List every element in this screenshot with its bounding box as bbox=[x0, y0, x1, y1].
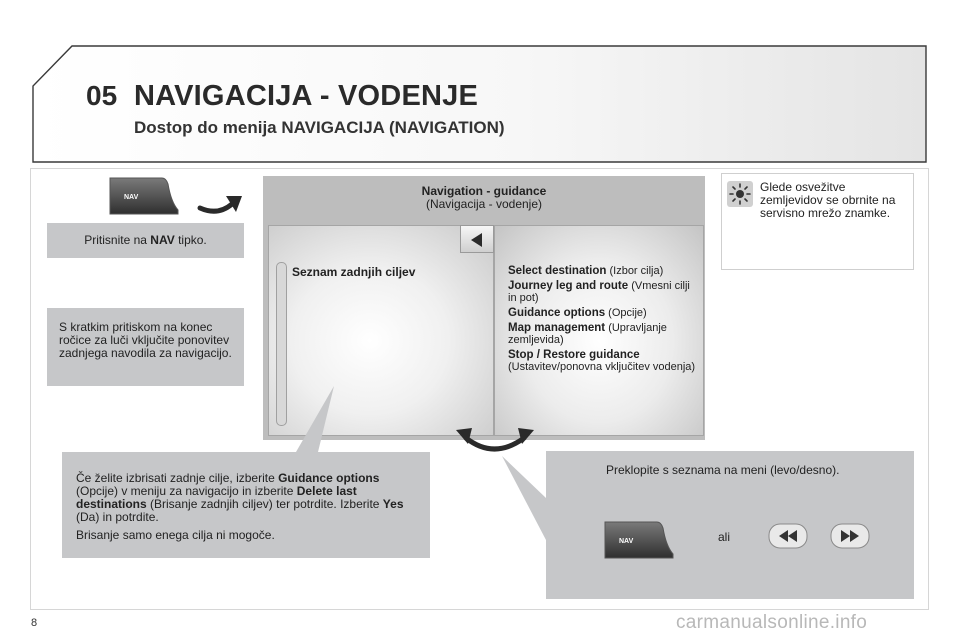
nav-button-icon bbox=[108, 176, 180, 216]
menu-item-label: Select destination bbox=[508, 265, 607, 277]
text-run: Če želite izbrisati zadnje cilje, izberite bbox=[76, 471, 279, 485]
sun-icon bbox=[727, 181, 753, 207]
delete-instructions bbox=[76, 472, 416, 524]
menu-item-label: Map management bbox=[508, 322, 606, 334]
text-run-bold: Yes bbox=[382, 497, 404, 511]
text-run-bold: Guidance options bbox=[278, 471, 380, 485]
menu-item-translation: (Upravljanje zemljevida) bbox=[508, 322, 667, 346]
menu-item-select-destination[interactable] bbox=[508, 265, 700, 277]
text-run: (Da) in potrdite. bbox=[76, 510, 159, 524]
chapter-number: 05 bbox=[86, 80, 118, 111]
press-text-key: NAV bbox=[150, 233, 175, 247]
text-run: (Opcije) v meniju za navigacijo in izberite bbox=[76, 484, 297, 498]
delete-note: Brisanje samo enega cilja ni mogoče. bbox=[76, 528, 275, 542]
text-run: (Brisanje zadnjih ciljev) ter potrdite. Izberite bbox=[146, 497, 383, 511]
nav-key-label: NAV bbox=[619, 538, 634, 545]
menu-item-translation: (Izbor cilja) bbox=[606, 265, 664, 277]
delete-destinations-box bbox=[62, 452, 430, 558]
press-text-after: tipko. bbox=[174, 233, 207, 247]
navigation-menu-list bbox=[508, 265, 700, 376]
press-text-before: Pritisnite na bbox=[84, 233, 151, 247]
menu-item-translation: (Vmesni cilji in pot) bbox=[508, 280, 690, 304]
screen-subtitle: (Navigacija - vodenje) bbox=[425, 197, 543, 211]
double-curved-arrow-icon bbox=[450, 420, 540, 456]
fast-forward-icon bbox=[830, 523, 870, 549]
recent-destinations-title: Seznam zadnjih ciljev bbox=[292, 265, 416, 279]
curved-arrow-icon bbox=[196, 186, 248, 220]
menu-item-stop-restore[interactable] bbox=[508, 349, 700, 373]
menu-item-journey-leg[interactable] bbox=[508, 280, 700, 304]
menu-item-translation: (Opcije) bbox=[605, 307, 647, 319]
nav-button-icon bbox=[603, 520, 675, 560]
menu-item-label: Journey leg and route bbox=[508, 280, 629, 292]
nav-key-label: NAV bbox=[124, 194, 139, 201]
recent-destinations-panel[interactable] bbox=[268, 225, 494, 436]
watermark: carmanualsonline.info bbox=[676, 612, 868, 633]
text-run-bold: Delete last destinations bbox=[76, 484, 357, 511]
back-triangle-icon bbox=[471, 233, 482, 247]
screen-title: Navigation - guidance bbox=[421, 184, 547, 198]
info-text: Glede osvežitve zemljevidov se obrnite na servisno mrežo znamke. bbox=[760, 180, 896, 220]
page-subtitle: Dostop do menija NAVIGACIJA (NAVIGATION) bbox=[134, 118, 505, 137]
or-label: ali bbox=[718, 530, 731, 544]
menu-item-label: Stop / Restore guidance bbox=[508, 349, 640, 361]
rewind-icon bbox=[768, 523, 808, 549]
page-number: 8 bbox=[31, 617, 38, 629]
menu-item-label: Guidance options bbox=[508, 307, 606, 319]
press-nav-box bbox=[47, 223, 244, 258]
screen-header bbox=[263, 176, 705, 216]
menu-item-guidance-options[interactable] bbox=[508, 307, 700, 319]
page-title: NAVIGACIJA - VODENJE bbox=[134, 80, 478, 112]
menu-item-translation: (Ustavitev/ponovna vključitev vodenja) bbox=[508, 361, 696, 373]
menu-item-map-management[interactable] bbox=[508, 322, 700, 346]
switch-text: Preklopite s seznama na meni (levo/desno). bbox=[606, 463, 840, 477]
back-button[interactable] bbox=[460, 225, 494, 253]
list-scrollbar[interactable] bbox=[276, 262, 287, 426]
short-press-box: S kratkim pritiskom na konec ročice za luči vključite ponovitev zadnjega navodila za navigacijo. bbox=[47, 308, 244, 386]
